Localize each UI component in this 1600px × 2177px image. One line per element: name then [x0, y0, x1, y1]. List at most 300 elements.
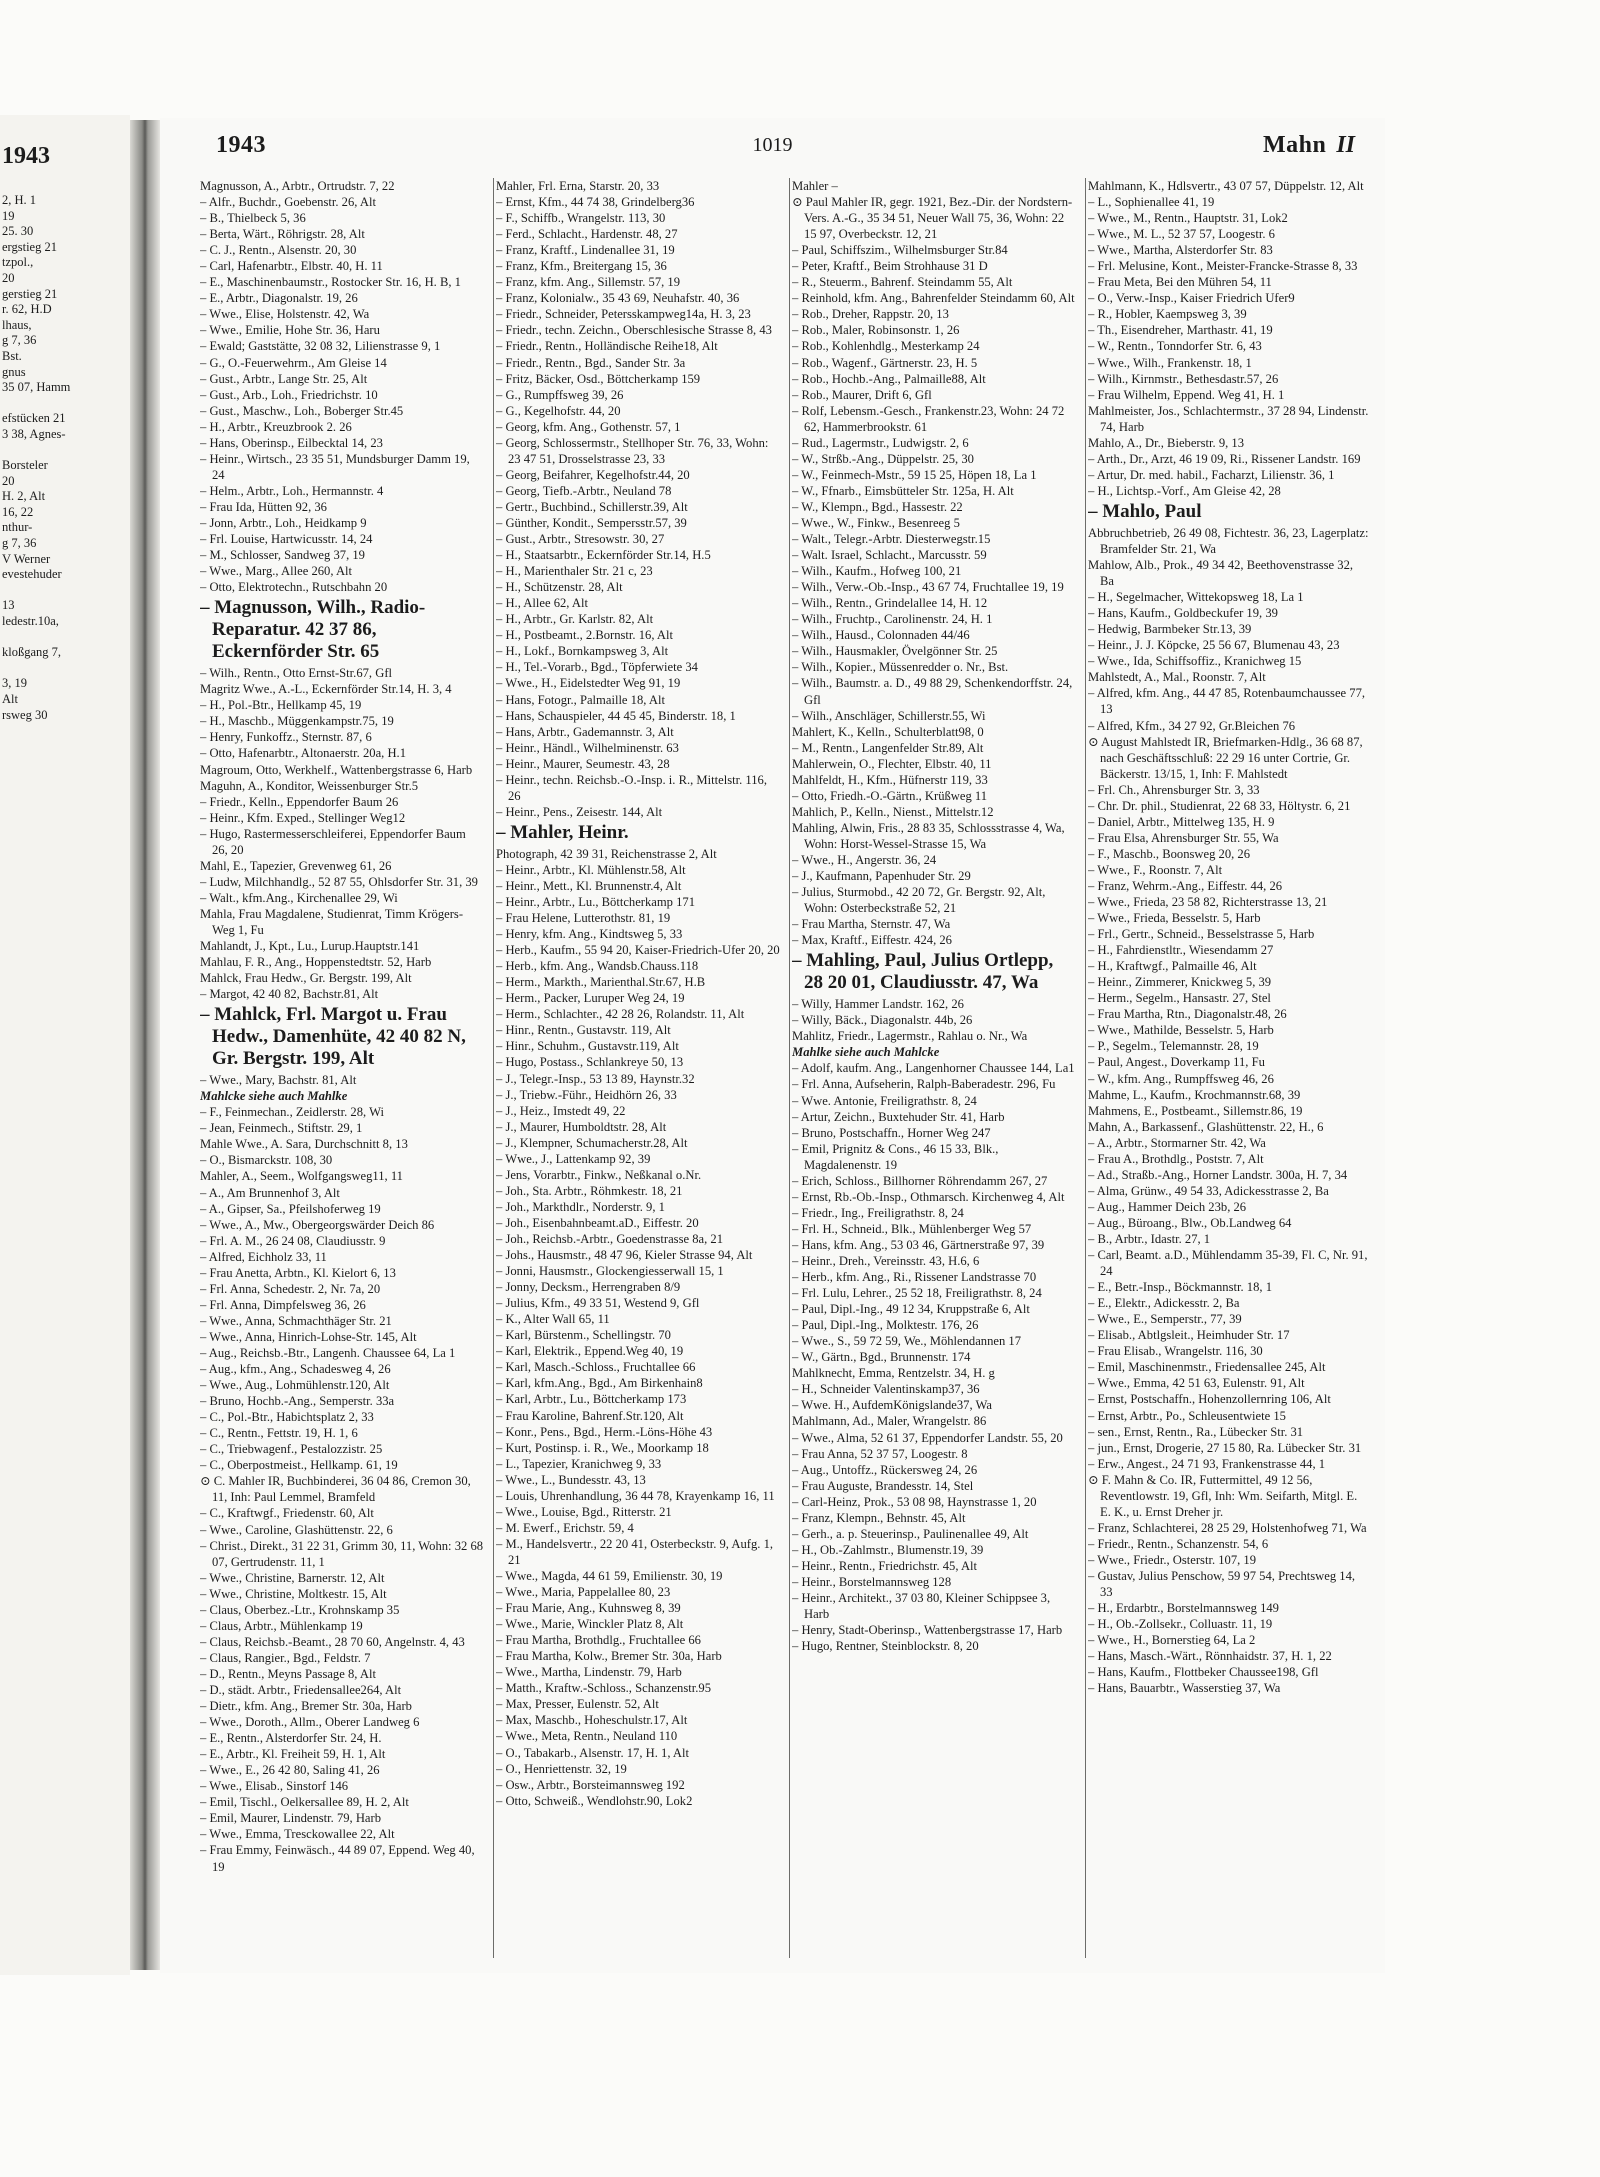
directory-entry: – Wwe., H., Angerstr. 36, 24: [792, 852, 937, 867]
directory-entry: – Wilh., Hausmakler, Övelgönner Str. 25: [792, 644, 998, 659]
directory-entry: – Gust., Maschw., Loh., Boberger Str.45: [200, 403, 404, 418]
left-page-line: ledestr.10a,: [2, 614, 59, 629]
left-page-line: nthur-: [2, 520, 33, 535]
directory-entry: – Franz, Kolonialw., 35 43 69, Neuhafstr. 40, 36: [496, 291, 740, 306]
directory-entry: Mahlfeldt, H., Kfm., Hüfnerstr 119, 33: [792, 772, 988, 787]
directory-entry: – Karl, Arbtr., Lu., Böttcherkamp 173: [496, 1392, 687, 1407]
directory-entry: – Franz, kfm. Ang., Sillemstr. 57, 19: [496, 275, 681, 290]
directory-entry: Mahlknecht, Emma, Rentzelstr. 34, H. g: [792, 1366, 995, 1381]
page-header: [160, 132, 1385, 172]
directory-entry: – M. Ewerf., Erichstr. 59, 4: [496, 1520, 634, 1535]
directory-entry: – F., Schiffb., Wrangelstr. 113, 30: [496, 211, 666, 226]
directory-entry: – Wwe., Marie, Winckler Platz 8, Alt: [496, 1617, 684, 1632]
directory-entry: – Wwe., S., 59 72 59, We., Möhlendannen 17: [792, 1334, 1022, 1349]
directory-entry: – W., Rentn., Tonndorfer Str. 6, 43: [1088, 339, 1262, 354]
left-page-line: Borsteler: [2, 458, 48, 473]
directory-entry: – Franz, Klempn., Behnstr. 45, Alt: [792, 1510, 966, 1525]
directory-entry: – Wwe., E., 26 42 80, Saling 41, 26: [200, 1763, 380, 1778]
directory-entry: – Hans, Fotogr., Palmaille 18, Alt: [496, 692, 665, 707]
left-page-line: V Werner: [2, 551, 51, 566]
directory-entry: – Emil, Tischl., Oelkersallee 89, H. 2, Alt: [200, 1795, 409, 1810]
directory-entry: – Rob., Maurer, Drift 6, Gfl: [792, 387, 932, 402]
directory-entry: – Frau Martha, Rtn., Diagonalstr.48, 26: [1088, 1007, 1287, 1022]
directory-entry: – Wwe., Friedr., Osterstr. 107, 19: [1088, 1552, 1257, 1567]
directory-entry: – Th., Eisendreher, Marthastr. 41, 19: [1088, 323, 1273, 338]
directory-entry: ⊙ Paul Mahler IR, gegr. 1921, Bez.-Dir. der Nordstern-Vers. A.-G., 35 34 51, Neuer Wall 75, 36, Wohn: 22 15 97, Overbeckstr. 12, 21: [792, 195, 1073, 242]
directory-entry: – Wwe., Doroth., Allm., Oberer Landweg 6: [200, 1715, 420, 1730]
directory-entry: – Franz, Kfm., Breitergang 15, 36: [496, 259, 667, 274]
directory-entry: – Wwe., Mary, Bachstr. 81, Alt: [200, 1073, 357, 1088]
directory-entry: – Hans, kfm. Ang., 53 03 46, Gärtnerstraße 97, 39: [792, 1237, 1045, 1252]
directory-entry: – Wwe. H., AufdemKönigslande37, Wa: [792, 1398, 992, 1413]
directory-entry: Abbruchbetrieb, 26 49 08, Fichtestr. 36, 23, Lagerplatz: Bramfelder Str. 21, Wa: [1088, 525, 1369, 556]
left-page-lines: [2, 193, 70, 723]
directory-entry: – Daniel, Arbtr., Mittelweg 135, H. 9: [1088, 814, 1275, 829]
directory-entry: – Hans, Arbtr., Gademannstr. 3, Alt: [496, 724, 674, 739]
directory-entry: – Wwe., Martha, Alsterdorfer Str. 83: [1088, 243, 1273, 258]
directory-entry: – Wwe., Mathilde, Besselstr. 5, Harb: [1088, 1023, 1274, 1038]
directory-entry: – Julius, Sturmobd., 42 20 72, Gr. Bergstr. 92, Alt, Wohn: Osterbeckstraße 52, 21: [792, 885, 1046, 916]
directory-entry: – Hans, Schauspieler, 44 45 45, Binderstr. 18, 1: [496, 708, 736, 723]
directory-entry: – Wwe., Martha, Lindenstr. 79, Harb: [496, 1665, 682, 1680]
directory-entry: – jun., Ernst, Drogerie, 27 15 80, Ra. Lübecker Str. 31: [1088, 1440, 1362, 1455]
catchword-number: II: [1336, 132, 1355, 158]
directory-entry: Mahling, Alwin, Fris., 28 83 35, Schlossstrasse 4, Wa, Wohn: Horst-Wessel-Strasse 15, Wa: [792, 820, 1065, 851]
directory-entry: Magritz Wwe., A.-L., Eckernförder Str.14, H. 3, 4: [200, 682, 452, 697]
directory-entry: – Hans, Kaufm., Goldbeckufer 19, 39: [1088, 606, 1278, 621]
directory-entry: Mahlmann, K., Hdlsvertr., 43 07 57, Düppelstr. 12, Alt: [1088, 179, 1364, 193]
directory-entry: Mahlert, K., Kelln., Schulterblatt98, 0: [792, 724, 984, 739]
directory-entry: – Frau Karoline, Bahrenf.Str.120, Alt: [496, 1408, 684, 1423]
directory-entry: – Hans, Kaufm., Flottbeker Chaussee198, Gfl: [1088, 1665, 1319, 1680]
directory-entry: – Wwe., Marg., Allee 260, Alt: [200, 564, 353, 579]
directory-entry: – Heinr., Pens., Zeisestr. 144, Alt: [496, 804, 663, 819]
directory-entry: – Wwe., Anna, Schmachthäger Str. 21: [200, 1313, 392, 1328]
directory-entry: – Wwe., Emma, 42 51 63, Eulenstr. 91, Alt: [1088, 1376, 1305, 1391]
directory-entry: – Herm., Packer, Luruper Weg 24, 19: [496, 991, 685, 1006]
directory-entry: – Ewald; Gaststätte, 32 08 32, Lilienstrasse 9, 1: [200, 339, 441, 354]
directory-entry: – Georg, kfm. Ang., Gothenstr. 57, 1: [496, 419, 681, 434]
directory-entry: – Wwe., Caroline, Glashüttenstr. 22, 6: [200, 1522, 393, 1537]
directory-entry: – Henry, Stadt-Oberinsp., Wattenbergstrasse 17, Harb: [792, 1623, 1063, 1638]
left-page-line: g 7, 36: [2, 333, 37, 348]
directory-entry: – Wwe., Frieda, 23 58 82, Richterstrasse 13, 21: [1088, 895, 1328, 910]
directory-entry: – Wwe., H., Bornerstieg 64, La 2: [1088, 1633, 1256, 1648]
directory-entry: – Wwe., Emilie, Hohe Str. 36, Haru: [200, 323, 380, 338]
display-listing: – Magnusson, Wilh., Radio-Reparatur. 42 37 86, Eckernförder Str. 65: [200, 597, 426, 663]
directory-entry: – H., Allee 62, Alt: [496, 596, 588, 611]
directory-entry: – J., Klempner, Schumacherstr.28, Alt: [496, 1135, 688, 1150]
page-year: 1943: [216, 132, 266, 158]
directory-entry: – Wwe., Ida, Schiffsoffiz., Kranichweg 15: [1088, 654, 1302, 669]
directory-entry: – Wwe., Elise, Holstenstr. 42, Wa: [200, 307, 370, 322]
directory-entry: – J., Telegr.-Insp., 53 13 89, Haynstr.32: [496, 1071, 695, 1086]
directory-entry: – A., Gipser, Sa., Pfeilshoferweg 19: [200, 1201, 381, 1216]
directory-entry: – Hugo, Rastermesserschleiferei, Eppendorfer Baum 26, 20: [200, 826, 466, 857]
directory-entry: – Osw., Arbtr., Borsteimannsweg 192: [496, 1777, 685, 1792]
directory-entry: – P., Segelm., Telemannstr. 28, 19: [1088, 1039, 1259, 1054]
left-page-line: evestehuder: [2, 567, 62, 582]
directory-entry: Mahla, Frau Magdalene, Studienrat, Timm Krögers-Weg 1, Fu: [200, 906, 464, 937]
directory-entry: – Ernst, Arbtr., Po., Schleusentwiete 15: [1088, 1408, 1286, 1423]
directory-entry: – Frau Ida, Hütten 92, 36: [200, 499, 327, 514]
directory-entry: – H., Staatsarbtr., Eckernförder Str.14, H.5: [496, 548, 711, 563]
directory-entry: – Otto, Elektrotechn., Rutschbahn 20: [200, 580, 388, 595]
directory-entry: – Claus, Arbtr., Mühlenkamp 19: [200, 1618, 363, 1633]
directory-entry: – Frau Marie, Ang., Kuhnsweg 8, 39: [496, 1601, 681, 1616]
directory-entry: – H., Maschb., Müggenkampstr.75, 19: [200, 714, 394, 729]
left-page-line: 25. 30: [2, 224, 34, 239]
directory-entry: – Wwe., Magda, 44 61 59, Emilienstr. 30, 19: [496, 1568, 723, 1583]
directory-entry: – Rob., Maler, Robinsonstr. 1, 26: [792, 323, 960, 338]
directory-entry: Mahlau, F. R., Ang., Hoppenstedtstr. 52, Harb: [200, 955, 432, 970]
directory-entry: – Emil, Prignitz & Cons., 46 15 33, Blk., Magdalenenstr. 19: [792, 1141, 999, 1172]
directory-entry: – B., Arbtr., Idastr. 27, 1: [1088, 1232, 1211, 1246]
directory-entry: – Wilh., Hausd., Colonnaden 44/46: [792, 628, 970, 643]
directory-entry: – Heinr., Mett., Kl. Brunnenstr.4, Alt: [496, 878, 682, 893]
directory-entry: Mahlich, P., Kelln., Nienst., Mittelstr.12: [792, 804, 994, 819]
directory-entry: – Frau Emmy, Feinwäsch., 44 89 07, Eppend. Weg 40, 19: [200, 1843, 475, 1874]
directory-entry: – Hinr., Rentn., Gustavstr. 119, Alt: [496, 1023, 671, 1038]
directory-entry: – Frau Martha, Sternstr. 47, Wa: [792, 917, 951, 932]
left-page-line: 16, 22: [2, 504, 34, 519]
directory-entry: – E., Arbtr., Kl. Freiheit 59, H. 1, Alt: [200, 1747, 386, 1762]
directory-entry: – Ferd., Schlacht., Hardenstr. 48, 27: [496, 227, 678, 242]
directory-entry: – Frau A., Brothdlg., Poststr. 7, Alt: [1088, 1151, 1264, 1166]
directory-entry: – Wwe., Christine, Barnerstr. 12, Alt: [200, 1570, 385, 1585]
directory-entry: – Frl., Gertr., Schneid., Besselstrasse 5, Harb: [1088, 927, 1315, 942]
directory-entry: – Frl. Ch., Ahrensburger Str. 3, 33: [1088, 782, 1260, 797]
directory-entry: – Jonni, Hausmstr., Glockengiesserwall 15, 1: [496, 1264, 724, 1279]
left-page-line: kloßgang 7,: [2, 645, 62, 660]
directory-entry: – C., Kraftwgf., Friedenstr. 60, Alt: [200, 1506, 374, 1521]
directory-entry: – Willy, Hammer Landstr. 162, 26: [792, 997, 964, 1012]
directory-entry: – Carl-Heinz, Prok., 53 08 98, Haynstrasse 1, 20: [792, 1494, 1037, 1509]
left-page-line: gerstieg 21: [2, 286, 58, 301]
directory-entry: Mahler, Frl. Erna, Starstr. 20, 33: [496, 179, 660, 193]
directory-entry: – E., Elektr., Adickesstr. 2, Ba: [1088, 1296, 1240, 1311]
directory-entry: – E., Rentn., Alsterdorfer Str. 24, H.: [200, 1731, 382, 1746]
left-page-line: Bst.: [2, 348, 22, 363]
directory-entry: ⊙ F. Mahn & Co. IR, Futtermittel, 49 12 56, Reventlowstr. 19, Gfl, Inh: Wm. Seifarth, Mitgl. E. E. K., u. Ernst Dreher jr.: [1088, 1472, 1358, 1519]
directory-entry: – Franz, Kraftf., Lindenallee 31, 19: [496, 243, 675, 258]
directory-entry: – Paul, Angest., Doverkamp 11, Fu: [1088, 1055, 1265, 1070]
left-page-line: gnus: [2, 364, 26, 379]
directory-entry: – Alfr., Buchdr., Goebenstr. 26, Alt: [200, 195, 376, 210]
directory-entry: – Heinr., Borstelmannsweg 128: [792, 1574, 952, 1589]
directory-entry: Mahlitz, Friedr., Lagermstr., Rahlau o. Nr., Wa: [792, 1029, 1028, 1044]
directory-entry: – Heinr., Zimmerer, Knickweg 5, 39: [1088, 975, 1272, 990]
listing-column-2: [496, 178, 780, 1958]
directory-entry: – Emil, Maschinenmstr., Friedensallee 245, Alt: [1088, 1360, 1326, 1375]
left-page-line: [2, 396, 70, 412]
directory-entry: – Ernst, Rb.-Ob.-Insp., Othmarsch. Kirchenweg 4, Alt: [792, 1189, 1065, 1204]
left-page-line: 20: [2, 473, 15, 488]
directory-entry: – Artur, Zeichn., Buxtehuder Str. 41, Harb: [792, 1109, 1005, 1124]
directory-entry: – Otto, Friedh.-O.-Gärtn., Krüßweg 11: [792, 788, 988, 803]
directory-entry: – Aug., Hammer Deich 23b, 26: [1088, 1199, 1247, 1214]
directory-entry: – Frau Elisab., Wrangelstr. 116, 30: [1088, 1344, 1263, 1359]
header-catchword: [1263, 132, 1355, 159]
directory-entry: – H., Marienthaler Str. 21 c, 23: [496, 564, 653, 579]
directory-entry: – Konr., Pens., Bgd., Herm.-Löns-Höhe 43: [496, 1424, 713, 1439]
directory-entry: – Artur, Dr. med. habil., Facharzt, Lilienstr. 36, 1: [1088, 467, 1335, 482]
directory-entry: Mahlmann, Ad., Maler, Wrangelstr. 86: [792, 1414, 987, 1429]
directory-entry: – B., Thielbeck 5, 36: [200, 211, 306, 226]
directory-entry: – Wwe., Maria, Pappelallee 80, 23: [496, 1585, 671, 1600]
directory-entry: – C. J., Rentn., Alsenstr. 20, 30: [200, 243, 357, 258]
display-listing: – Mahlo, Paul: [1088, 500, 1202, 522]
directory-entry: – Georg, Beifahrer, Kegelhofstr.44, 20: [496, 467, 690, 482]
directory-entry: – Frl. Anna, Dimpfelsweg 36, 26: [200, 1297, 366, 1312]
directory-entry: – Joh., Eisenbahnbeamt.aD., Eiffestr. 20: [496, 1215, 699, 1230]
directory-entry: – Chr. Dr. phil., Studienrat, 22 68 33, Höltystr. 6, 21: [1088, 798, 1351, 813]
directory-entry: – W., Ffnarb., Eimsbütteler Str. 125a, H. Alt: [792, 483, 1014, 498]
listing-column-3: [792, 178, 1076, 1958]
book-gutter: [130, 120, 160, 1970]
directory-entry: – Herb., kfm. Ang., Ri., Rissener Landstrasse 70: [792, 1270, 1037, 1285]
listing-columns: [200, 178, 1370, 1958]
directory-entry: – Hedwig, Barmbeker Str.13, 39: [1088, 622, 1252, 637]
directory-entry: – W., Feinmech-Mstr., 59 15 25, Höpen 18, La 1: [792, 467, 1037, 482]
directory-entry: – Frau Martha, Brothdlg., Fruchtallee 66: [496, 1633, 701, 1648]
directory-entry: – Wwe., Emma, Tresckowallee 22, Alt: [200, 1827, 395, 1842]
directory-entry: – Christ., Direkt., 31 22 31, Grimm 30, 11, Wohn: 32 68 07, Gertrudenstr. 11, 1: [200, 1538, 484, 1569]
directory-entry: – J., Triebw.-Führ., Heidhörn 26, 33: [496, 1087, 677, 1102]
left-page-line: 20: [2, 270, 15, 285]
left-page-line: [2, 583, 70, 599]
display-listing: – Mahler, Heinr.: [496, 821, 629, 843]
catchword: Mahn: [1262, 132, 1327, 158]
directory-entry: – Claus, Reichsb.-Beamt., 28 70 60, Angelnstr. 4, 43: [200, 1634, 465, 1649]
directory-entry: – Wilh., Kirnmstr., Bethesdastr.57, 26: [1088, 371, 1279, 386]
directory-entry: – Hugo, Postass., Schlankreye 50, 13: [496, 1055, 684, 1070]
directory-entry: – Heinr., techn. Reichsb.-O.-Insp. i. R., Mittelstr. 116, 26: [496, 772, 767, 803]
directory-entry: – Emil, Maurer, Lindenstr. 79, Harb: [200, 1811, 382, 1826]
directory-entry: – Gertr., Buchbind., Schillerstr.39, Alt: [496, 499, 688, 514]
directory-entry: – Frau Anetta, Arbtn., Kl. Kielort 6, 13: [200, 1265, 396, 1280]
directory-entry: – Paul, Dipl.-Ing., Molktestr. 176, 26: [792, 1318, 979, 1333]
directory-entry: – O., Verw.-Insp., Kaiser Friedrich Ufer9: [1088, 291, 1295, 306]
directory-entry: – Wwe., Christine, Moltkestr. 15, Alt: [200, 1586, 387, 1601]
directory-entry: – Heinr., Dreh., Vereinsstr. 43, H.6, 6: [792, 1254, 980, 1268]
directory-entry: – O., Henriettenstr. 32, 19: [496, 1761, 627, 1776]
directory-entry: – H., Arbtr., Gr. Karlstr. 82, Alt: [496, 612, 654, 627]
left-page-line: ergstieg 21: [2, 239, 57, 254]
directory-entry: – Rob., Dreher, Rappstr. 20, 13: [792, 307, 949, 322]
directory-entry: – D., städt. Arbtr., Friedensallee264, Alt: [200, 1682, 402, 1697]
directory-entry: – O., Bismarckstr. 108, 30: [200, 1153, 333, 1168]
directory-entry: – Paul, Dipl.-Ing., 49 12 34, Kruppstraße 6, Alt: [792, 1302, 1030, 1317]
directory-entry: Magroum, Otto, Werkhelf., Wattenbergstrasse 6, Harb: [200, 762, 473, 777]
directory-entry: – R., Hobler, Kaempsweg 3, 39: [1088, 307, 1247, 322]
left-page-line: Alt: [2, 692, 18, 706]
directory-entry: – Paul, Schiffszim., Wilhelmsburger Str.84: [792, 243, 1008, 258]
directory-entry: – Max, Kraftf., Eiffestr. 424, 26: [792, 933, 952, 948]
directory-entry: – Herb., kfm. Ang., Wandsb.Chauss.118: [496, 959, 699, 974]
directory-entry: – Frl. H., Schneid., Blk., Mühlenberger Weg 57: [792, 1221, 1032, 1236]
directory-entry: – W., Klempn., Bgd., Hassestr. 22: [792, 499, 963, 514]
directory-entry: – Wilh., Verw.-Ob.-Insp., 43 67 74, Fruchtallee 19, 19: [792, 580, 1064, 595]
directory-entry: – J., Maurer, Humboldtstr. 28, Alt: [496, 1119, 667, 1134]
directory-entry: – Frau Elsa, Ahrensburger Str. 55, Wa: [1088, 830, 1279, 845]
directory-entry: – Günther, Kondit., Sempersstr.57, 39: [496, 515, 687, 530]
listing-column-1: [200, 178, 484, 1958]
directory-entry: – Karl, Bürstenm., Schellingstr. 70: [496, 1328, 671, 1343]
directory-entry: – Wwe., Aug., Lohmühlenstr.120, Alt: [200, 1378, 390, 1393]
directory-entry: – Heinr., Arbtr., Kl. Mühlenstr.58, Alt: [496, 862, 686, 877]
directory-entry: – D., Rentn., Meyns Passage 8, Alt: [200, 1666, 376, 1681]
directory-entry: – Karl, Masch.-Schloss., Fruchtallee 66: [496, 1360, 696, 1375]
directory-entry: – W., kfm. Ang., Rumpffsweg 46, 26: [1088, 1071, 1274, 1086]
directory-entry: – H., Ob.-Zahlmstr., Blumenstr.19, 39: [792, 1542, 984, 1557]
directory-entry: – Wilh., Kopier., Müssenredder o. Nr., Bst.: [792, 660, 1009, 675]
directory-entry: – Hinr., Schuhm., Gustavstr.119, Alt: [496, 1039, 679, 1054]
directory-entry: Mahlke siehe auch Mahlcke: [792, 1045, 940, 1060]
directory-entry: – C., Triebwagenf., Pestalozzistr. 25: [200, 1442, 383, 1457]
left-page-line: rsweg 30: [2, 707, 48, 722]
directory-entry: – Gustav, Julius Penschow, 59 97 54, Prechtsweg 14, 33: [1088, 1568, 1356, 1600]
directory-entry: – Carl, Hafenarbtr., Elbstr. 40, H. 11: [200, 259, 383, 274]
directory-entry: – Wwe., A., Mw., Obergeorgswärder Deich 86: [200, 1217, 435, 1232]
directory-entry: – Aug., kfm., Ang., Schadesweg 4, 26: [200, 1362, 391, 1377]
directory-entry: – Friedr., Rentn., Schanzenstr. 54, 6: [1088, 1536, 1269, 1551]
page-number: 1019: [752, 134, 793, 156]
directory-entry: Mahle Wwe., A. Sara, Durchschnitt 8, 13: [200, 1137, 408, 1152]
directory-entry: – H., Lokf., Bornkampsweg 3, Alt: [496, 644, 669, 659]
directory-entry: – Walt. Israel, Schlacht., Marcusstr. 59: [792, 548, 987, 563]
listing-column-4: [1088, 178, 1370, 1958]
directory-entry: – Dietr., kfm. Ang., Bremer Str. 30a, Harb: [200, 1699, 412, 1714]
directory-entry: – Hans, Bauarbtr., Wasserstieg 37, Wa: [1088, 1681, 1281, 1696]
directory-entry: – Wwe., Frieda, Besselstr. 5, Harb: [1088, 911, 1261, 926]
directory-entry: – Wilh., Kaufm., Hofweg 100, 21: [792, 564, 962, 579]
directory-entry: – K., Alter Wall 65, 11: [496, 1312, 610, 1327]
directory-entry: – Ad., Straßb.-Ang., Horner Landstr. 300a, H. 7, 34: [1088, 1167, 1348, 1182]
directory-entry: – Wilh., Rentn., Grindelallee 14, H. 12: [792, 596, 988, 611]
directory-entry: – Jens, Vorarbtr., Finkw., Neßkanal o.Nr.: [496, 1167, 702, 1182]
directory-entry: – Bruno, Hochb.-Ang., Semperstr. 33a: [200, 1394, 395, 1409]
directory-entry: – E., Arbtr., Diagonalstr. 19, 26: [200, 291, 358, 306]
directory-entry: – Friedr., Rentn., Bgd., Sander Str. 3a: [496, 355, 686, 370]
left-page-line: 3 38, Agnes-: [2, 426, 66, 441]
directory-entry: – Frl. Anna, Aufseherin, Ralph-Baberadestr. 296, Fu: [792, 1077, 1056, 1092]
directory-entry: – Reinhold, kfm. Ang., Bahrenfelder Steindamm 60, Alt: [792, 291, 1075, 306]
left-page-line: g 7, 36: [2, 536, 37, 551]
directory-entry: Mahlo, A., Dr., Bieberstr. 9, 13: [1088, 435, 1245, 450]
directory-entry: – H., Erdarbtr., Borstelmannsweg 149: [1088, 1601, 1279, 1616]
directory-entry: – Wwe., Wilh., Frankenstr. 18, 1: [1088, 355, 1252, 370]
directory-entry: – Frau Anna, 52 37 57, Loogestr. 8: [792, 1446, 968, 1461]
directory-entry: – H., Ob.-Zollsekr., Colluastr. 11, 19: [1088, 1617, 1273, 1632]
directory-entry: – Walt., kfm.Ang., Kirchenallee 29, Wi: [200, 890, 398, 905]
directory-entry: – Jonny, Decksm., Herrengraben 8/9: [496, 1280, 681, 1295]
directory-entry: – C., Pol.-Btr., Habichtsplatz 2, 33: [200, 1410, 374, 1425]
directory-entry: – A., Arbtr., Stormarner Str. 42, Wa: [1088, 1135, 1266, 1150]
directory-entry: – Frl. Anna, Schedestr. 2, Nr. 7a, 20: [200, 1281, 381, 1296]
directory-entry: Mahlandt, J., Kpt., Lu., Lurup.Hauptstr.141: [200, 939, 420, 954]
left-page-line: tzpol.,: [2, 255, 34, 270]
directory-entry: – Rob., Hochb.-Ang., Palmaille88, Alt: [792, 371, 986, 386]
directory-entry: – Fritz, Bäcker, Osd., Böttcherkamp 159: [496, 371, 701, 386]
directory-entry: Mahl, E., Tapezier, Grevenweg 61, 26: [200, 858, 392, 873]
directory-entry: – Gust., Arbtr., Stresowstr. 30, 27: [496, 532, 665, 547]
left-page-line: efstücken 21: [2, 411, 66, 426]
directory-entry: – Frau Martha, Kolw., Bremer Str. 30a, Harb: [496, 1649, 722, 1664]
directory-entry: – Heinr., Wirtsch., 23 35 51, Mundsburger Damm 19, 24: [200, 451, 470, 482]
directory-entry: – R., Steuerm., Bahrenf. Steindamm 55, Alt: [792, 275, 1013, 290]
directory-entry: – H., Segelmacher, Wittekopsweg 18, La 1: [1088, 590, 1304, 605]
directory-entry: – Carl, Beamt. a.D., Mühlendamm 35-39, Fl. C, Nr. 91, 24: [1088, 1248, 1368, 1279]
directory-entry: – Heinr., Maurer, Seumestr. 43, 28: [496, 756, 670, 771]
directory-entry: – Joh., Sta. Arbtr., Röhmkestr. 18, 21: [496, 1183, 683, 1198]
directory-entry: – Frl. Melusine, Kont., Meister-Francke-Strasse 8, 33: [1088, 259, 1358, 274]
directory-entry: – Wwe., J., Lattenkamp 92, 39: [496, 1151, 651, 1166]
left-page-line: 13: [2, 598, 15, 613]
directory-entry: – Jean, Feinmech., Stiftstr. 29, 1: [200, 1121, 363, 1136]
directory-entry: – Gerh., a. p. Steuerinsp., Paulinenallee 49, Alt: [792, 1526, 1029, 1541]
directory-entry: – Wilh., Rentn., Otto Ernst-Str.67, Gfl: [200, 666, 393, 681]
directory-entry: – Rob., Wagenf., Gärtnerstr. 23, H. 5: [792, 355, 978, 370]
directory-entry: – Gust., Arb., Loh., Friedrichstr. 10: [200, 387, 378, 402]
directory-entry: – Frau Auguste, Brandesstr. 14, Stel: [792, 1478, 974, 1493]
directory-entry: – Friedr., Schneider, Petersskampweg14a, H. 3, 23: [496, 307, 751, 322]
directory-entry: – Frl. Louise, Hartwicusstr. 14, 24: [200, 532, 373, 547]
directory-entry: – H., Schützenstr. 28, Alt: [496, 580, 623, 595]
display-listing: – Mahlck, Frl. Margot u. Frau Hedw., Damenhüte, 42 40 82 N, Gr. Bergstr. 199, Alt: [200, 1004, 466, 1070]
directory-entry: – Wwe., L., Bundesstr. 43, 13: [496, 1472, 646, 1487]
directory-entry: – C., Rentn., Fettstr. 19, H. 1, 6: [200, 1426, 358, 1441]
directory-entry: – Adolf, kaufm. Ang., Langenhorner Chaussee 144, La1: [792, 1061, 1075, 1076]
display-listing: – Mahling, Paul, Julius Ortlepp, 28 20 01, Claudiusstr. 47, Wa: [792, 950, 1054, 994]
directory-entry: – Otto, Hafenarbtr., Altonaerstr. 20a, H.1: [200, 746, 407, 761]
left-page-line: 3, 19: [2, 676, 27, 691]
directory-entry: – Franz, Schlachterei, 28 25 29, Holstenhofweg 71, Wa: [1088, 1520, 1367, 1535]
directory-entry: – Wwe., E., Semperstr., 77, 39: [1088, 1312, 1242, 1327]
directory-entry: – Wwe., Meta, Rentn., Neuland 110: [496, 1729, 678, 1744]
directory-entry: – Herm., Schlachter., 42 28 26, Rolandstr. 11, Alt: [496, 1007, 745, 1022]
directory-entry: – Matth., Kraftw.-Schloss., Schanzenstr.95: [496, 1681, 711, 1696]
directory-entry: – W., Gärtn., Bgd., Brunnenstr. 174: [792, 1350, 971, 1365]
directory-entry: – Elisab., Abtlgsleit., Heimhuder Str. 17: [1088, 1328, 1290, 1343]
directory-entry: – M., Schlosser, Sandweg 37, 19: [200, 548, 365, 563]
directory-entry: – H., Schneider Valentinskamp37, 36: [792, 1382, 980, 1397]
left-page-line: r. 62, H.D: [2, 302, 52, 317]
directory-entry: – Henry, kfm. Ang., Kindtsweg 5, 33: [496, 927, 683, 942]
directory-entry: – Herb., Kaufm., 55 94 20, Kaiser-Friedrich-Ufer 20, 20: [496, 943, 780, 958]
directory-entry: – Wwe., M. L., 52 37 57, Loogestr. 6: [1088, 227, 1275, 242]
directory-entry: Mahler, A., Seem., Wolfgangsweg11, 11: [200, 1169, 403, 1184]
directory-entry: – Heinr., Rentn., Friedrichstr. 45, Alt: [792, 1558, 978, 1573]
directory-entry: – Karl, Elektrik., Eppend.Weg 40, 19: [496, 1344, 684, 1359]
directory-entry: – Friedr., techn. Zeichn., Oberschlesische Strasse 8, 43: [496, 323, 772, 338]
directory-entry: – Wilh., Anschläger, Schillerstr.55, Wi: [792, 708, 986, 723]
directory-entry: – Alfred, Kfm., 34 27 92, Gr.Bleichen 76: [1088, 718, 1296, 733]
left-page-fragment: [0, 115, 130, 1975]
directory-entry: – Frau Wilhelm, Eppend. Weg 41, H. 1: [1088, 387, 1285, 402]
directory-entry: ⊙ August Mahlstedt IR, Briefmarken-Hdlg., 36 68 87, nach Geschäftsschluß: 22 29 16 unter Cortrie, Gr. Bäckerstr. 13/15, 1, Inh: F. Mahlstedt: [1088, 734, 1363, 781]
directory-entry: – E., Betr.-Insp., Böckmannstr. 18, 1: [1088, 1280, 1272, 1295]
directory-entry: – Louis, Uhrenhandlung, 36 44 78, Krayenkamp 16, 11: [496, 1488, 775, 1503]
directory-entry: – Georg, Schlossermstr., Stellhoper Str. 76, 33, Wohn: 23 47 51, Drosselstrasse 23, 33: [496, 435, 769, 466]
directory-entry: – Wwe., H., Eidelstedter Weg 91, 19: [496, 676, 681, 691]
left-page-line: 35 07, Hamm: [2, 380, 71, 395]
directory-entry: – Henry, Funkoffz., Sternstr. 87, 6: [200, 730, 372, 745]
directory-entry: – W., Strßb.-Ang., Düppelstr. 25, 30: [792, 451, 974, 466]
directory-entry: – Helm., Arbtr., Loh., Hermannstr. 4: [200, 483, 384, 498]
directory-entry: – Margot, 42 40 82, Bachstr.81, Alt: [200, 987, 379, 1002]
directory-entry: – Herm., Segelm., Hansastr. 27, Stel: [1088, 991, 1271, 1006]
